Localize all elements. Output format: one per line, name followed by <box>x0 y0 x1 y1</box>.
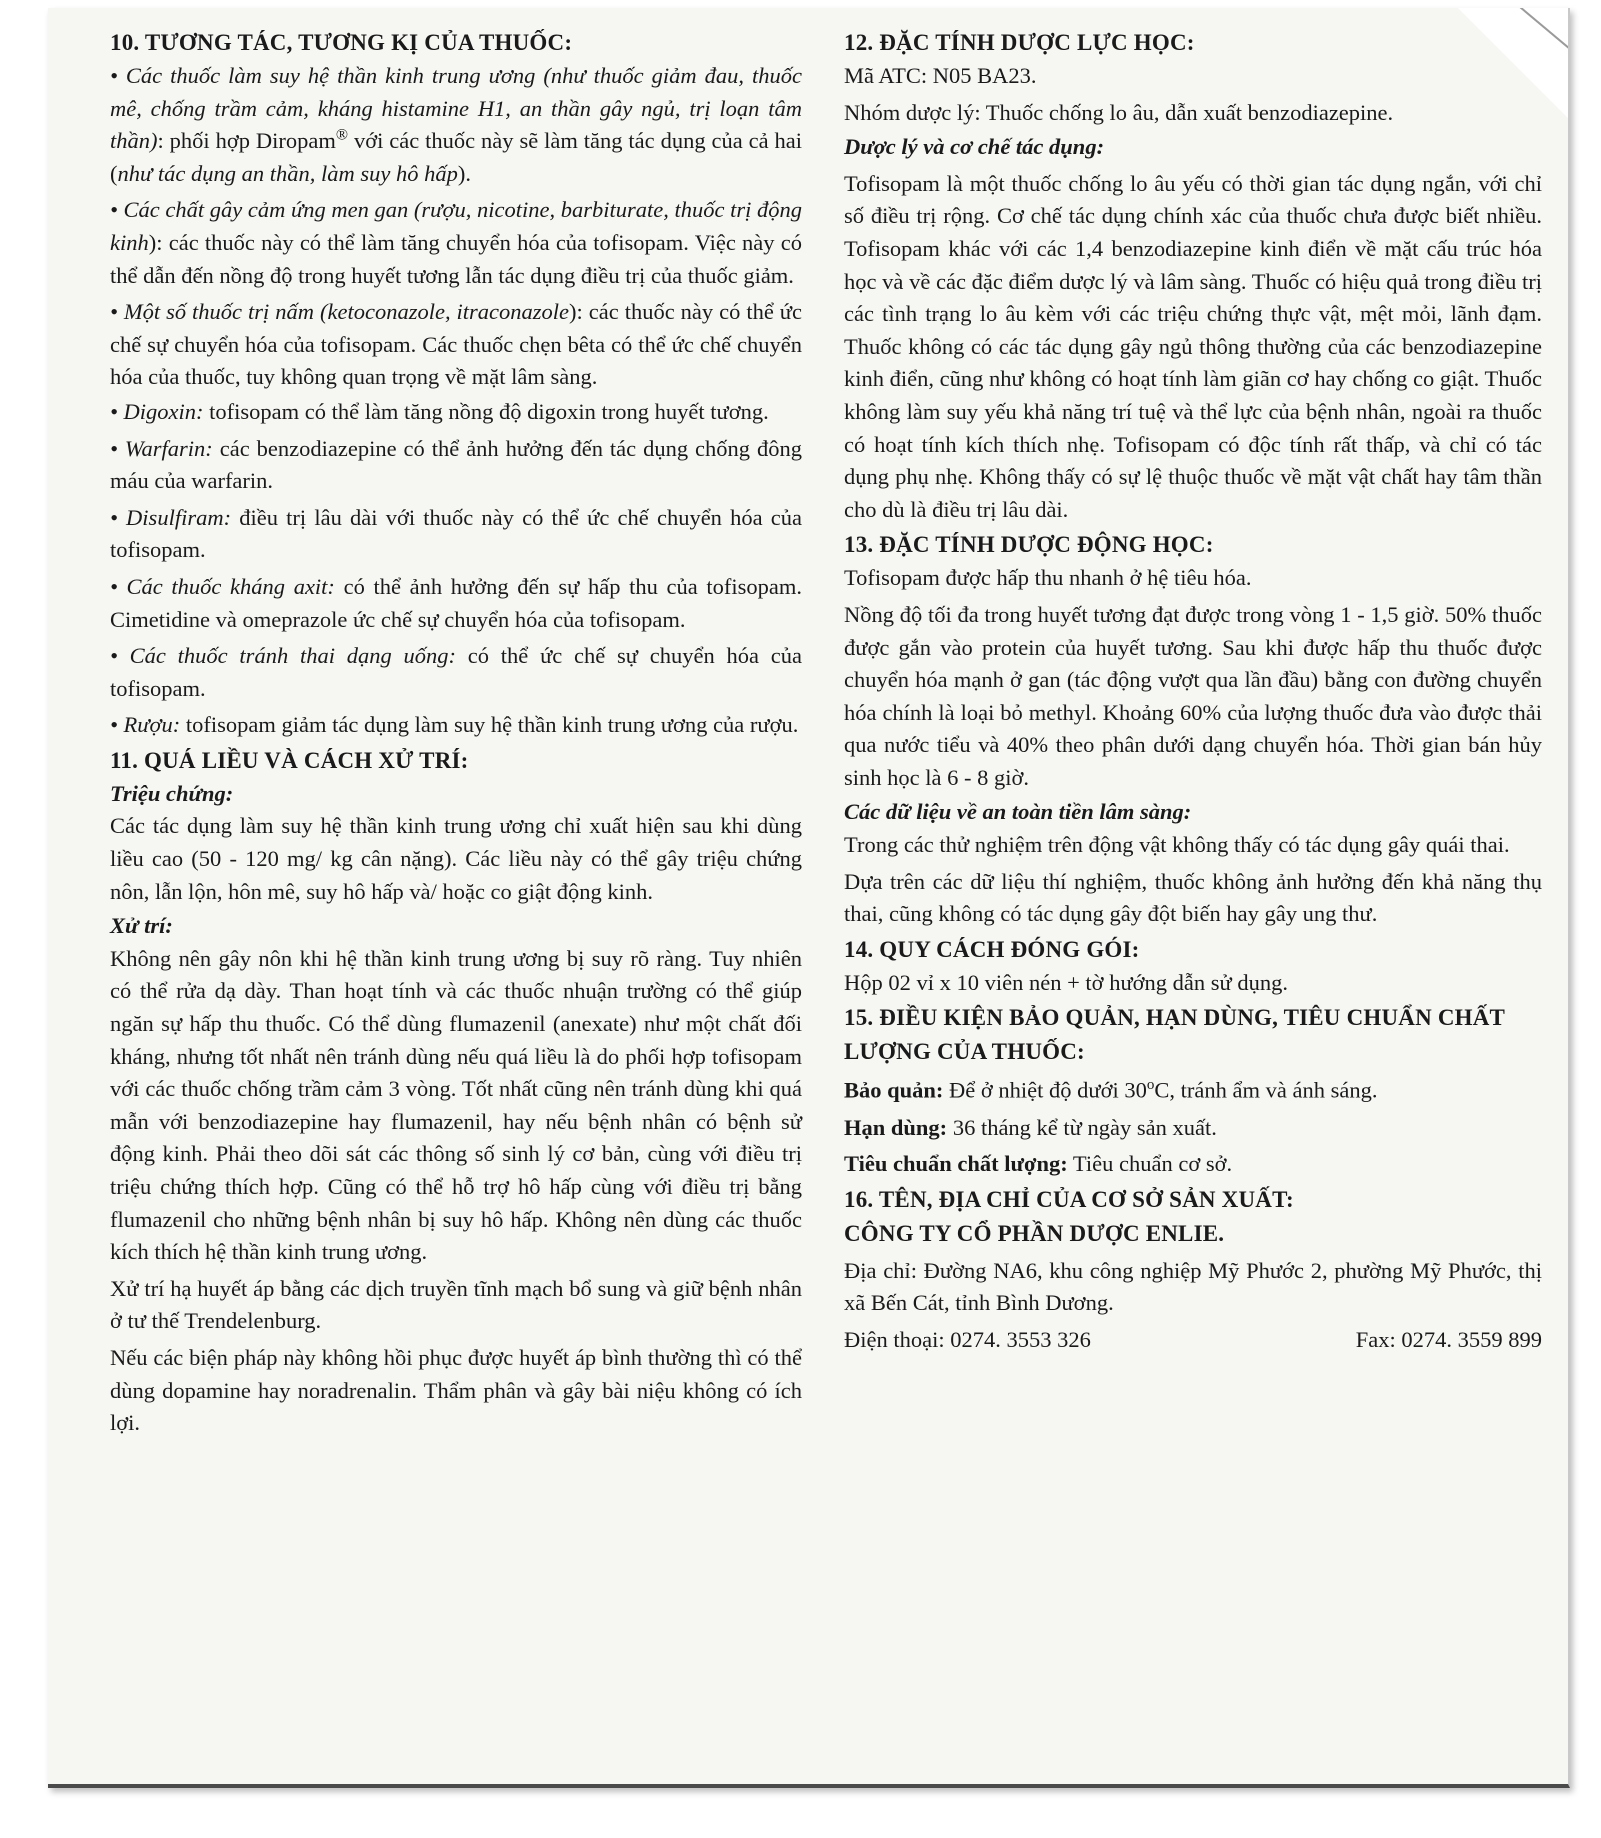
expiry-label: Hạn dùng: <box>844 1114 948 1140</box>
mechanism-subheading: Dược lý và cơ chế tác dụng: <box>844 134 1105 160</box>
storage-text-b: C, tránh ẩm và ánh sáng. <box>1154 1077 1378 1103</box>
interaction-cns-depressants <box>110 60 802 190</box>
fertility-text: Dựa trên các dữ liệu thí nghiệm, thuốc không ảnh hưởng đến khả năng thụ thai, cũng không có tác dụng gây đột biến hay gây ung thư. <box>844 868 1542 927</box>
p2-a: • Các chất gây cảm ứng men gan ( <box>110 197 422 223</box>
left-column <box>110 26 802 1442</box>
section-16-manufacturer <box>844 1183 1542 1357</box>
symptoms-subheading: Triệu chứng: <box>110 780 234 806</box>
section-16-heading: 16. TÊN, ĐỊA CHỈ CỦA CƠ SỞ SẢN XUẤT: <box>844 1186 1294 1212</box>
p5-a: • Warfarin: <box>110 435 213 461</box>
section-13-pharmacokinetics <box>844 528 1542 931</box>
section-14-packaging <box>844 933 1542 1000</box>
section-12-heading: 12. ĐẶC TÍNH DƯỢC LỰC HỌC: <box>844 30 1195 55</box>
treatment-subheading: Xử trí: <box>110 913 173 939</box>
p6-a: • Disulfiram: <box>110 504 232 530</box>
teratogenicity-text: Trong các thử nghiệm trên động vật không thấy có tác dụng gây quái thai. <box>844 832 1510 858</box>
p6-b: điều trị lâu dài với thuốc này có thể ức chế chuyển hóa của tofisopam. <box>110 504 802 563</box>
address-text: Địa chỉ: Đường NA6, khu công nghiệp Mỹ Phước 2, phường Mỹ Phước, thị xã Bến Cát, tỉnh Bình Dương. <box>844 1257 1542 1316</box>
phone-number: Điện thoại: 0274. 3553 326 <box>844 1326 1091 1352</box>
mechanism-text: Tofisopam là một thuốc chống lo âu yếu có thời gian tác dụng ngắn, với chỉ số điều trị rộng. Cơ chế tác dụng chính xác của thuốc chưa được biết nhiều. Tofisopam khác với các 1,4 benzodiazepine kinh điển về mặt cấu trúc hóa học và về các đặc điểm dược lý và lâm sàng. Thuốc có hiệu quả trong điều trị các tình trạng lo âu kèm với các triệu chứng thực vật, mệt mỏi, lãnh đạm. Thuốc không có các tác dụng gây ngủ thông thường của các benzodiazepine kinh điển, cũng như không có hoạt tính làm giãn cơ hay chống co giật. Thuốc không làm suy yếu khả năng trí tuệ và thể lực của bệnh nhân, ngoài ra thuốc có hoạt tính kích thích nhẹ. Tofisopam có độc tính rất thấp, và chỉ có tác dụng phụ nhẹ. Không thấy có sự lệ thuộc thuốc về mặt vật chất hay tâm thần cho dù là điều trị lâu dài. <box>844 170 1542 522</box>
quality-standard-line <box>844 1148 1542 1181</box>
expiry-text: 36 tháng kể từ ngày sản xuất. <box>947 1114 1217 1140</box>
p1-b: : phối hợp Diropam <box>157 128 336 154</box>
section-10-interactions <box>110 26 802 742</box>
storage-label: Bảo quản: <box>844 1077 944 1103</box>
p7-b: có thể ảnh hưởng đến sự hấp thu của tofisopam. Cimetidine và omeprazole ức chế sự chuyển hóa của tofisopam. <box>110 573 802 632</box>
p3-b: ketoconazole, itraconazole <box>327 299 570 325</box>
leaflet-page <box>48 8 1570 1788</box>
p1-a: • Các thuốc làm suy hệ thần kinh trung ương (như thuốc giảm đau, thuốc mê, chống trầm cảm, kháng histamine H1, an thần gây ngủ, trị loạn tâm thần) <box>110 63 802 154</box>
p1-c: với các thuốc này sẽ làm tăng tác dụng của cả hai ( <box>110 128 802 186</box>
absorption-text: Tofisopam được hấp thu nhanh ở hệ tiêu hóa. <box>844 565 1252 591</box>
interaction-antacids <box>110 571 802 636</box>
p2-b: rượu, nicotine, barbiturate, thuốc trị động kinh <box>110 197 802 255</box>
p8-b: có thể ức chế sự chuyển hóa của tofisopam. <box>110 643 802 701</box>
p4-b: tofisopam có thể làm tăng nồng độ digoxin trong huyết tương. <box>203 398 769 424</box>
contact-row <box>844 1324 1542 1357</box>
p2-c: ): các thuốc này có thể làm tăng chuyển hóa của tofisopam. Việc này có thể dẫn đến nồng độ trong huyết tương lẫn tác dụng điều trị của thuốc giảm. <box>110 229 802 288</box>
section-10-heading: 10. TƯƠNG TÁC, TƯƠNG KỊ CỦA THUỐC: <box>110 30 573 55</box>
hypotension-text: Xử trí hạ huyết áp bằng các dịch truyền tĩnh mạch bổ sung và giữ bệnh nhân ở tư thế Trendelenburg. <box>110 1275 802 1334</box>
registered-mark: ® <box>335 126 349 144</box>
p7-a: • Các thuốc kháng axit: <box>110 573 335 599</box>
symptoms-text: Các tác dụng làm suy hệ thần kinh trung ương chỉ xuất hiện sau khi dùng liều cao (50 - 120 mg/ kg cân nặng). Các liều này có thể gây triệu chứng nôn, lẫn lộn, hôn mê, suy hô hấp và/ hoặc co giật động kinh. <box>110 813 802 904</box>
p9-a: • Rượu: <box>110 712 181 738</box>
interaction-antifungals <box>110 296 802 394</box>
interaction-enzyme-inducers <box>110 194 802 292</box>
section-15-heading: 15. ĐIỀU KIỆN BẢO QUẢN, HẠN DÙNG, TIÊU CHUẨN CHẤT LƯỢNG CỦA THUỐC: <box>844 1005 1505 1065</box>
p9-b: tofisopam giảm tác dụng làm suy hệ thần kinh trung ương của rượu. <box>180 712 799 738</box>
storage-line <box>844 1069 1542 1107</box>
storage-text-a: Để ở nhiệt độ dưới 30 <box>943 1077 1147 1103</box>
section-14-heading: 14. QUY CÁCH ĐÓNG GÓI: <box>844 936 1140 962</box>
section-11-heading: 11. QUÁ LIỀU VÀ CÁCH XỬ TRÍ: <box>110 747 469 773</box>
section-11-overdose <box>110 744 802 1440</box>
expiry-line <box>844 1112 1542 1145</box>
p3-a: • Một số thuốc trị nấm ( <box>110 299 328 325</box>
degree-sup: o <box>1146 1077 1155 1094</box>
treatment-text: Không nên gây nôn khi hệ thần kinh trung ương bị suy rõ ràng. Tuy nhiên có thể rửa dạ dày. Than hoạt tính và các thuốc nhuận trường có thể giúp ngăn sự hấp thu thuốc. Có thể dùng flumazenil (anexate) như một chất đối kháng, nhưng tốt nhất nên tránh dùng nếu quá liều là do phối hợp tofisopam với các thuốc chống trầm cảm 3 vòng. Tốt nhất cũng nên tránh dùng khi quá mẫn với benzodiazepine hay flumazenil, hay nếu bệnh nhân có bệnh sử động kinh. Phải theo dõi sát các thông số sinh lý cơ bản, cùng với điều trị triệu chứng thích hợp. Cũng có thể hỗ trợ hô hấp cùng với điều trị bằng flumazenil cho những bệnh nhân bị suy hô hấp. Không nên dùng các thuốc kích thích hệ thần kinh trung ương. <box>110 945 802 1265</box>
kinetics-text: Nồng độ tối đa trong huyết tương đạt được trong vòng 1 - 1,5 giờ. 50% thuốc được gắn vào protein của huyết tương. Sau khi được hấp thu thuốc được chuyển hóa mạnh ở gan (tác động vượt qua lần đầu) bằng con đường chuyển hóa chính là loại bỏ methyl. Khoảng 60% của lượng thuốc đưa vào được thải qua nước tiểu và 40% theo phân dưới dạng chuyển hóa. Thời gian bán hủy sinh học là 6 - 8 giờ. <box>844 601 1542 790</box>
section-13-heading: 13. ĐẶC TÍNH DƯỢC ĐỘNG HỌC: <box>844 532 1214 558</box>
preclinical-subheading: Các dữ liệu về an toàn tiền lâm sàng: <box>844 799 1192 825</box>
interaction-warfarin <box>110 433 802 498</box>
section-12-pharmacodynamics <box>844 26 1542 526</box>
p8-a: • Các thuốc tránh thai dạng uống: <box>110 643 457 669</box>
interaction-alcohol <box>110 709 802 742</box>
company-name: CÔNG TY CỔ PHẦN DƯỢC ENLIE. <box>844 1220 1225 1246</box>
right-column <box>844 26 1542 1357</box>
p5-b: các benzodiazepine có thể ảnh hưởng đến tác dụng chống đông máu của warfarin. <box>110 435 802 494</box>
p3-c: ): các thuốc này có thể ức chế sự chuyển hóa của tofisopam. Các thuốc chẹn bêta có thể ức chế chuyển hóa của thuốc, tuy không quan trọng về mặt lâm sàng. <box>110 299 802 390</box>
quality-standard-label: Tiêu chuẩn chất lượng: <box>844 1151 1068 1177</box>
blood-pressure-text: Nếu các biện pháp này không hồi phục được huyết áp bình thường thì có thể dùng dopamine hay noradrenalin. Thẩm phân và gây bài niệu không có ích lợi. <box>110 1344 802 1436</box>
quality-standard-text: Tiêu chuẩn cơ sở. <box>1067 1151 1233 1177</box>
section-15-storage <box>844 1001 1542 1180</box>
fax-number: Fax: 0274. 3559 899 <box>1355 1326 1542 1352</box>
packaging-text: Hộp 02 vỉ x 10 viên nén + tờ hướng dẫn sử dụng. <box>844 969 1288 995</box>
interaction-digoxin <box>110 396 802 429</box>
interaction-disulfiram <box>110 502 802 567</box>
interaction-oral-contraceptives <box>110 640 802 705</box>
atc-code: Mã ATC: N05 BA23. <box>844 63 1037 88</box>
p1-d: như tác dụng an thần, làm suy hô hấp <box>117 160 458 186</box>
p1-e: ). <box>457 160 472 186</box>
pharmacologic-group: Nhóm dược lý: Thuốc chống lo âu, dẫn xuất benzodiazepine. <box>844 99 1394 125</box>
p4-a: • Digoxin: <box>110 398 204 424</box>
